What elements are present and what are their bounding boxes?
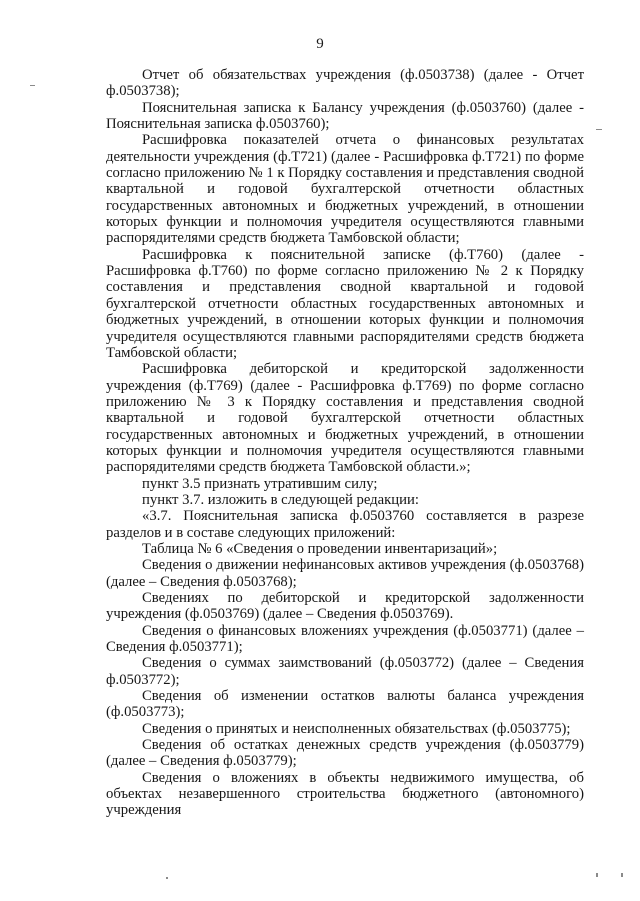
scan-speck (596, 129, 602, 130)
paragraph-svedeniya-0503775: Сведения о принятых и неисполненных обязательствах (ф.0503775); (142, 720, 571, 737)
paragraph-svedeniya-0503771: Сведения о финансовых вложениях учреждения (ф.0503771) (далее – Сведения ф.0503771); (106, 622, 584, 656)
paragraph-punkt-3-7: пункт 3.7. изложить в следующей редакции: (142, 491, 419, 508)
paragraph-poyasnitelnaya-zapiska: Пояснительная записка к Балансу учреждения (ф.0503760) (далее - Пояснительная записка ф.0503760); (106, 99, 584, 133)
scan-speck (596, 873, 598, 877)
paragraph-rasshifrovka-t721: Расшифровка показателей отчета о финансовых результатах деятельности учреждения (ф.Т721) (далее - Расшифровка ф.Т721) по форме согласно приложению № 1 к Порядку составления и представления сводной квартальной и годовой бухгалтерской отчетности областных государственных автономных и бюджетных учреждений, в отношении которых функции и полномочия учредителя осуществляются главными распорядителями средств бюджета Тамбовской области; (106, 132, 584, 247)
paragraph-svedeniya-0503779: Сведения об остатках денежных средств учреждения (ф.0503779) (далее – Сведения ф.0503779); (106, 737, 584, 770)
paragraph-svedeniya-0503769: Сведениях по дебиторской и кредиторской задолженности учреждения (ф.0503769) (далее – Сведения ф.0503769). (106, 590, 584, 623)
scan-speck (621, 873, 623, 877)
paragraph-rasshifrovka-t760: Расшифровка к пояснительной записке (ф.Т760) (далее - Расшифровка ф.Т760) по форме согласно приложению № 2 к Порядку составления и представления сводной квартальной и годовой бухгалтерской отчетности областных государственных автономных и бюджетных учреждений, в отношении которых функции и полномочия учредителя осуществляются главными распорядителями средств бюджета Тамбовской области; (106, 246, 584, 361)
paragraph-3-7-text: «3.7. Пояснительная записка ф.0503760 составляется в разрезе разделов и в составе следующих приложений: (106, 508, 584, 541)
paragraph-svedeniya-0503772: Сведения о суммах заимствований (ф.0503772) (далее – Сведения ф.0503772); (106, 655, 584, 688)
paragraph-svedeniya-nedvizhimoe: Сведения о вложениях в объекты недвижимого имущества, об объектах незавершенного строительства бюджетного (автономного) учреждения (106, 769, 584, 819)
paragraph-tablica-6: Таблица № 6 «Сведения о проведении инвентаризаций»; (142, 540, 498, 557)
document-body (106, 67, 584, 819)
page-number: 9 (316, 36, 324, 52)
paragraph-svedeniya-0503768: Сведения о движении нефинансовых активов учреждения (ф.0503768) (далее – Сведения ф.0503768); (106, 557, 584, 590)
scan-speck (30, 85, 35, 86)
paragraph-punkt-3-5: пункт 3.5 признать утратившим силу; (142, 475, 378, 492)
paragraph-rasshifrovka-t769: Расшифровка дебиторской и кредиторской задолженности учреждения (ф.Т769) (далее - Расшифровка ф.Т769) по форме согласно приложению № 3 к Порядку составления и представления сводной квартальной и годовой бухгалтерской отчетности областных государственных автономных и бюджетных учреждений, в отношении которых функции и полномочия учредителя осуществляются главными распорядителями средств бюджета Тамбовской области.»; (106, 361, 584, 476)
paragraph-svedeniya-0503773: Сведения об изменении остатков валюты баланса учреждения (ф.0503773); (106, 688, 584, 721)
paragraph-otchet-obyazatelstva: Отчет об обязательствах учреждения (ф.0503738) (далее - Отчет ф.0503738); (106, 67, 584, 100)
scan-speck (166, 877, 168, 879)
